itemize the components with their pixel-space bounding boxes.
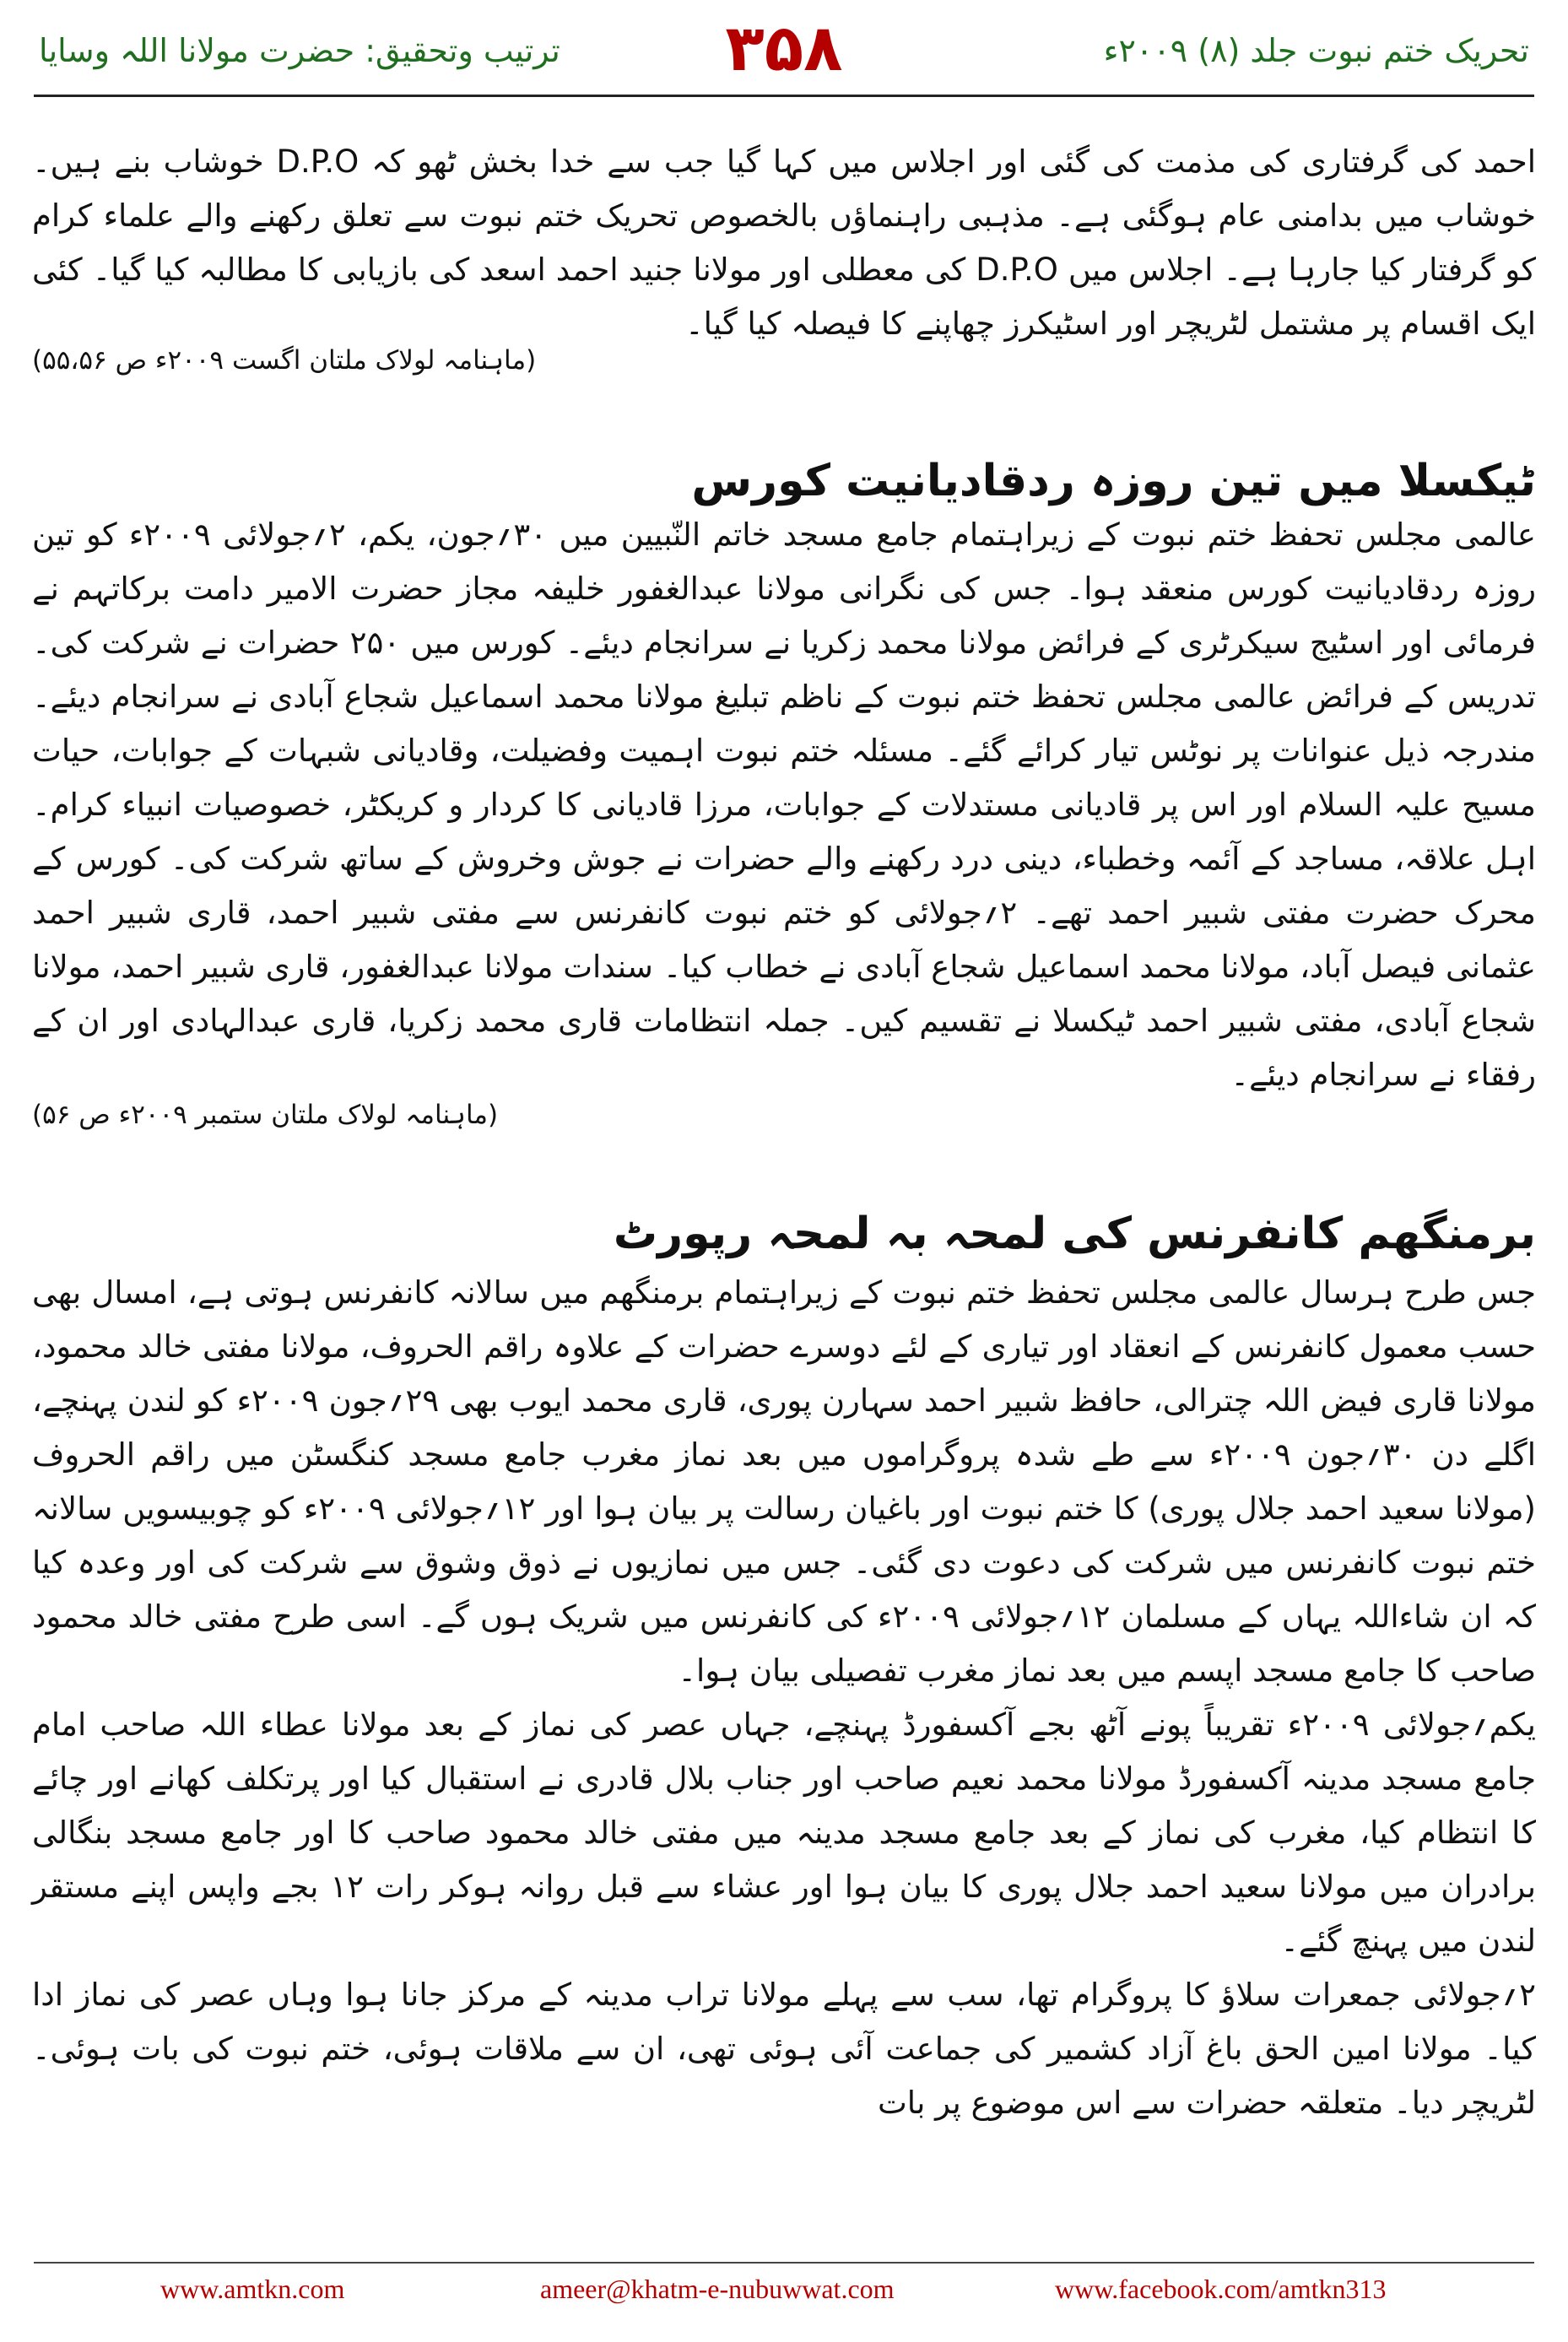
section2-citation: (ماہنامہ لولاک ملتان ستمبر ۲۰۰۹ء ص ۵۶)	[32, 1100, 499, 1130]
section3-paragraph-2: یکم؍جولائی ۲۰۰۹ء تقریباً پونے آٹھ بجے آکسفورڈ پہنچے، جہاں عصر کی نماز کے بعد مولانا عطاء اللہ صاحب امام جامع مسجد مدینہ آکسفورڈ مولانا محمد نعیم صاحب اور جناب بلال قادری نے استقبال کیا اور پرتکلف کھانے اور چائے کا انتظام کیا، مغرب کی نماز کے بعد جامع مسجد مدینہ میں مفتی خالد محمود صاحب کا اور جامع مسجد بنگالی برادران میں مولانا سعید احمد جلال پوری کا بیان ہوا اور عشاء سے قبل روانہ ہوکر رات ۱۲ بجے واپس اپنے مستقر لندن میں پہنچ گئے۔	[32, 1706, 1536, 1959]
page-number: ۳۵۸	[725, 10, 843, 85]
header-rule	[34, 95, 1534, 97]
page-header	[0, 0, 1568, 101]
facebook-link[interactable]: www.facebook.com/amtkn313	[1055, 2274, 1387, 2304]
section2-heading: ٹیکسلا میں تین روزہ ردقادیانیت کورس	[691, 456, 1536, 506]
section3-paragraph-1: جس طرح ہرسال عالمی مجلس تحفظ ختم نبوت کے زیراہتمام برمنگھم میں سالانہ کانفرنس ہوتی ہے، امسال بھی حسب معمول کانفرنس کے انعقاد اور تیاری کے لئے دوسرے حضرات کے علاوہ راقم الحروف، مولانا مفتی خالد محمود، مولانا قاری فیض اللہ چترالی، حافظ شبیر احمد سہارن پوری، قاری محمد ایوب بھی ۲۹؍جون ۲۰۰۹ء کو لندن پہنچے، اگلے دن ۳۰؍جون ۲۰۰۹ء سے طے شدہ پروگراموں میں بعد نماز مغرب جامع مسجد کنگسٹن میں راقم الحروف (مولانا سعید احمد جلال پوری) کا ختم نبوت اور باغیان رسالت پر بیان ہوا اور ۱۲؍جولائی ۲۰۰۹ء کو چوبیسویں سالانہ ختم نبوت کانفرنس میں شرکت کی دعوت دی گئی۔ جس میں نمازیوں نے ذوق وشوق سے شرکت کی اور وعدہ کیا کہ ان شاءاللہ یہاں کے مسلمان ۱۲؍جولائی ۲۰۰۹ء کی کانفرنس میں شریک ہوں گے۔ اسی طرح مفتی خالد محمود صاحب کا جامع مسجد اپسم میں بعد نماز مغرب تفصیلی بیان ہوا۔	[32, 1274, 1536, 1689]
section1-citation: (ماہنامہ لولاک ملتان اگست ۲۰۰۹ء ص ۵۵،۵۶)	[32, 345, 537, 376]
footer-rule	[34, 2262, 1534, 2264]
section3-heading: برمنگھم کانفرنس کی لمحہ بہ لمحہ رپورٹ	[613, 1209, 1536, 1259]
book-title: تحریک ختم نبوت جلد (۸) ۲۰۰۹ء	[1103, 32, 1529, 69]
compiler-credit: ترتیب وتحقیق: حضرت مولانا اللہ وسایا	[39, 32, 560, 69]
section2-paragraph: عالمی مجلس تحفظ ختم نبوت کے زیراہتمام جامع مسجد خاتم النّبیین میں ۳۰؍جون، یکم، ۲؍جولائی ۲۰۰۹ء کو تین روزہ ردقادیانیت کورس منعقد ہوا۔ جس کی نگرانی مولانا عبدالغفور خلیفہ مجاز حضرت الامیر دامت برکاتہم نے فرمائی اور اسٹیج سیکرٹری کے فرائض مولانا محمد زکریا نے سرانجام دیئے۔ کورس میں ۲۵۰ حضرات نے شرکت کی۔ تدریس کے فرائض عالمی مجلس تحفظ ختم نبوت کے ناظم تبلیغ مولانا محمد اسماعیل شجاع آبادی نے سرانجام دیئے۔ مندرجہ ذیل عنوانات پر نوٹس تیار کرائے گئے۔ مسئلہ ختم نبوت اہمیت وفضیلت، وقادیانی شبہات کے جوابات، حیات مسیح علیہ السلام اور اس پر قادیانی مستدلات کے جوابات، مرزا قادیانی کا کردار و کریکٹر، خصوصیات انبیاء کرام۔ اہل علاقہ، مساجد کے آئمہ وخطباء، دینی درد رکھنے والے حضرات نے جوش وخروش کے ساتھ شرکت کی۔ کورس کے محرک حضرت مفتی شبیر احمد تھے۔ ۲؍جولائی کو ختم نبوت کانفرنس سے مفتی شبیر احمد، قاری شبیر احمد عثمانی فیصل آباد، مولانا محمد اسماعیل شجاع آبادی نے خطاب کیا۔ سندات مولانا عبدالغفور، قاری شبیر احمد، مولانا شجاع آبادی، مفتی شبیر احمد ٹیکسلا نے تقسیم کیں۔ جملہ انتظامات قاری محمد زکریا، قاری عبدالہادی اور ان کے رفقاء نے سرانجام دیئے۔	[32, 517, 1536, 1093]
section3-body	[32, 1266, 1536, 2130]
page-footer	[0, 2274, 1568, 2316]
section1-paragraph: احمد کی گرفتاری کی مذمت کی گئی اور اجلاس میں کہا گیا جب سے خدا بخش ٹھو کہ D.P.O خوشاب بنے ہیں۔ خوشاب میں بدامنی عام ہوگئی ہے۔ مذہبی راہنماؤں بالخصوص تحریک ختم نبوت سے تعلق رکھنے والے علماء کرام کو گرفتار کیا جارہا ہے۔ اجلاس میں D.P.O کی معطلی اور مولانا جنید احمد اسعد کی بازیابی کا مطالبہ کیا گیا۔ کئی ایک اقسام پر مشتمل لٹریچر اور اسٹیکرز چھاپنے کا فیصلہ کیا گیا۔	[32, 143, 1536, 342]
website-link[interactable]: www.amtkn.com	[160, 2274, 345, 2304]
email-link[interactable]: ameer@khatm-e-nubuwwat.com	[540, 2274, 895, 2304]
section3-paragraph-3: ۲؍جولائی جمعرات سلاؤ کا پروگرام تھا، سب سے پہلے مولانا تراب مدینہ کے مرکز جانا ہوا وہاں عصر کی نماز ادا کیا۔ مولانا امین الحق باغ آزاد کشمیر کی جماعت آئی ہوئی تھی، ان سے ملاقات ہوئی، ختم نبوت کی بات ہوئی۔ لٹریچر دیا۔ متعلقہ حضرات سے اس موضوع پر بات	[32, 1977, 1536, 2121]
